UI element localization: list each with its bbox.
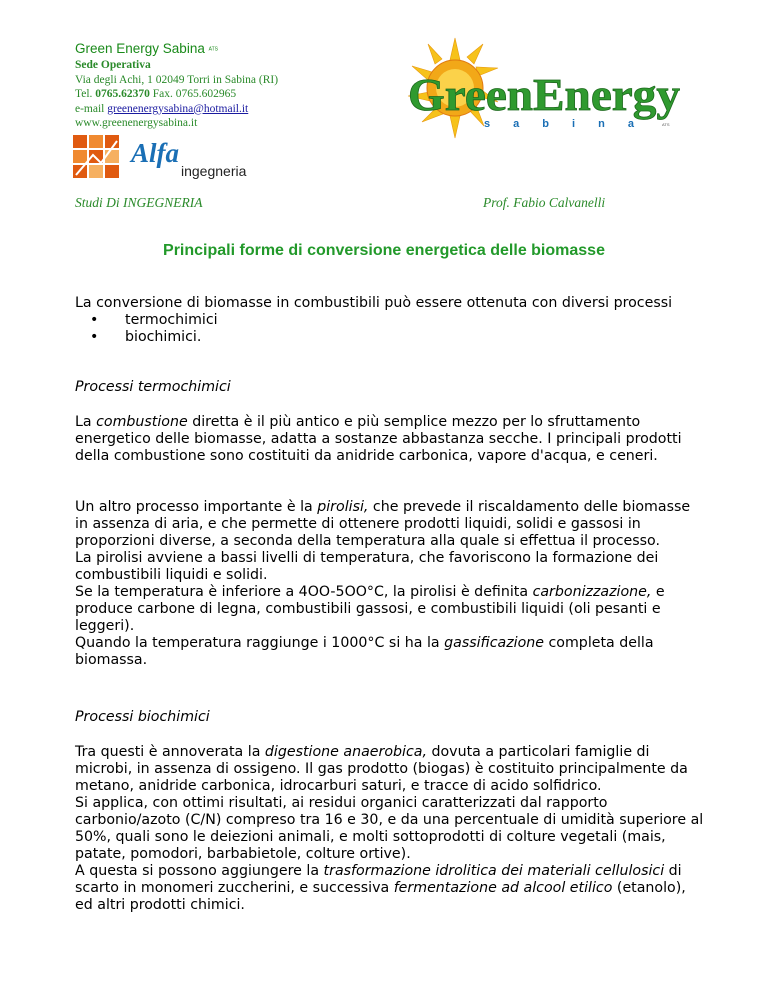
term-trasformazione-idrolitica: trasformazione idrolitica dei materiali cellulosici [323, 863, 665, 879]
studi-label: Studi Di INGEGNERIA [75, 195, 203, 210]
paragraph-combustione [75, 414, 705, 465]
text: A questa si possono aggiungere la [75, 863, 324, 879]
alfa-ingegneria-logo [73, 135, 263, 180]
term-pirolisi: pirolisi, [317, 499, 369, 515]
text: Se la temperatura è inferiore a 4OO-5OO°C, la pirolisi è definita [75, 584, 533, 600]
intro-block [75, 295, 705, 346]
website[interactable]: www.greenenergysabina.it [75, 117, 198, 129]
alfa-grid-icon [73, 135, 119, 178]
term-combustione: combustione [96, 414, 188, 430]
paragraph-digestione [75, 744, 705, 914]
intro-list [75, 312, 705, 346]
office-label: Sede Operativa [75, 59, 151, 71]
email-link[interactable]: greenenergysabina@hotmail.it [107, 102, 249, 115]
company-name-text: Green Energy Sabina [75, 41, 205, 56]
page-title: Principali forme di conversione energetica delle biomasse [163, 242, 605, 259]
text: La [75, 414, 97, 430]
text: Tra questi è annoverata la [75, 744, 265, 760]
address: Via degli Achi, 1 02049 Torri in Sabina (RI) [75, 73, 279, 86]
text: Quando la temperatura raggiunge i 1000°C si ha la [75, 635, 445, 651]
prof-name: Prof. Fabio Calvanelli [483, 195, 606, 210]
text: di scarto in monomeri zuccherini, e successiva [75, 863, 682, 896]
text: e produce carbone di legna, combustibili gassosi, e combustibili liquidi (oli pesanti e leggeri). [75, 584, 665, 634]
phone-fax [75, 87, 278, 102]
term-fermentazione: fermentazione ad alcool etilico [393, 880, 613, 896]
tel-label: Tel. [75, 88, 93, 100]
text: diretta è il più antico e più semplice mezzo per lo sfruttamento energetico delle biomasse, adatta a sostanze abbastanza secche. I principali prodotti della combustione sono costituiti da anidride carbonica, vapore d'acqua, e ceneri. [75, 414, 682, 464]
alfa-wordmark: Alfa [131, 138, 180, 168]
paragraph-applicazione: Si applica, con ottimi risultati, ai residui organici caratterizzati dal rapporto carbonio/azoto (C/N) compreso tra 16 e 30, e da una percentuale di umidità superiore al 50%, quali sono le deiezioni animali, e molti sottoprodotti di colture vegetali (mais, patate, pomodori, barbabietole, colture ortive). [75, 795, 704, 862]
text: Un altro processo importante è la [75, 499, 318, 515]
text: (etanolo), ed altri prodotti chimici. [75, 880, 686, 913]
greenenergy-ats: ATS [662, 122, 670, 127]
email-label: e-mail [75, 102, 105, 115]
paragraph-pirolisi [75, 499, 705, 669]
text: che prevede il riscaldamento delle biomasse in assenza di aria, e che permette di ottenere prodotti liquidi, solidi e gassosi in proporzioni diverse, a seconda della temperatura alla quale si effettua il processo. [75, 499, 691, 549]
paragraph-pirolisi-livelli: La pirolisi avviene a bassi livelli di temperatura, che favoriscono la formazione dei combustibili liquidi e solidi. [75, 550, 659, 583]
text: completa della biomassa. [75, 635, 654, 668]
intro-line: La conversione di biomasse in combustibili può essere ottenuta con diversi processi [75, 295, 673, 311]
company-name [75, 41, 218, 56]
termo-heading: Processi termochimici [75, 379, 231, 395]
greenenergy-logo [380, 30, 682, 148]
sabina-wordmark: s a b i n a [484, 118, 634, 130]
bio-heading: Processi biochimici [75, 709, 210, 725]
list-item: • termochimici [75, 312, 705, 329]
term-digestione-anaerobica: digestione anaerobica, [264, 744, 427, 760]
term-carbonizzazione: carbonizzazione, [532, 584, 652, 600]
tel-number: 0765.62370 [95, 88, 150, 100]
fax-number: Fax. 0765.602965 [152, 88, 237, 100]
greenenergy-wordmark: GreenEnergy [408, 69, 680, 120]
ingegneria-wordmark: ingegneria [181, 163, 247, 179]
text: dovuta a particolari famiglie di microbi, in assenza di ossigeno. Il gas prodotto (biogas) è costituito principalmente da metano, anidride carbonica, idrocarburi saturi, e tracce di acido solfidrico. [75, 744, 688, 794]
contact-block [75, 58, 278, 131]
list-item: • biochimici. [75, 329, 705, 346]
company-suffix: ATS [208, 46, 218, 53]
term-gassificazione: gassificazione [444, 635, 544, 651]
email-line [75, 102, 278, 117]
